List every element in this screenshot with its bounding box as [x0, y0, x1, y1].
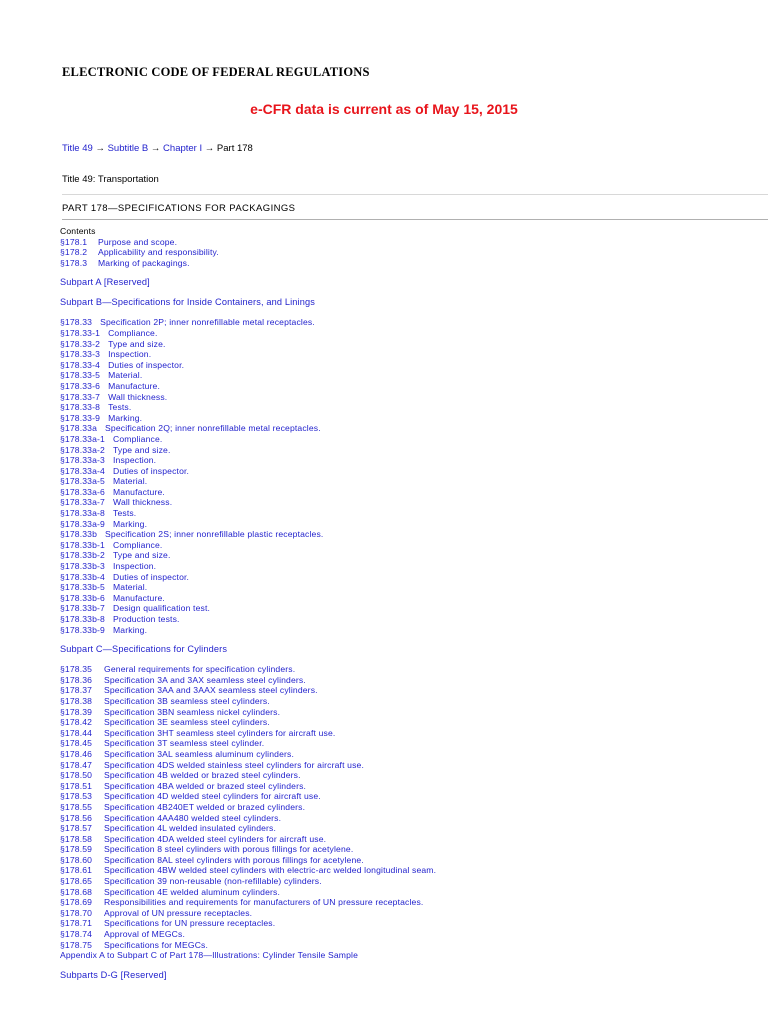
spacer — [60, 961, 760, 969]
section-link[interactable] — [60, 813, 760, 824]
section-link[interactable] — [60, 781, 760, 792]
section-title: Specification 2S; inner nonrefillable plastic receptacles. — [105, 529, 324, 540]
section-number: §178.36 — [60, 674, 93, 685]
section-number: §178.42 — [60, 717, 93, 728]
divider — [62, 219, 768, 220]
section-number: §178.33a-5 — [60, 476, 105, 487]
section-link[interactable] — [60, 258, 760, 269]
section-title: Specification 4L welded insulated cylinders. — [104, 823, 277, 834]
section-title: Compliance. — [113, 539, 163, 550]
section-link[interactable] — [60, 247, 760, 258]
section-title: Duties of inspector. — [113, 465, 190, 476]
spacer — [60, 635, 760, 643]
section-title: Type and size. — [108, 338, 166, 349]
section-title: Material. — [113, 476, 148, 487]
section-link[interactable] — [60, 497, 760, 508]
section-number: §178.33a-8 — [60, 508, 105, 519]
section-title: Tests. — [113, 508, 137, 519]
section-link[interactable] — [60, 834, 760, 845]
breadcrumb-arrow: → — [95, 143, 105, 154]
section-link[interactable] — [60, 487, 760, 498]
section-number: §178.33b-7 — [60, 603, 105, 614]
section-title: Purpose and scope. — [98, 236, 178, 247]
section-link[interactable] — [60, 455, 760, 466]
section-link[interactable] — [60, 887, 760, 898]
section-title: Manufacture. — [113, 486, 165, 497]
section-title: Production tests. — [113, 614, 180, 624]
section-number: §178.50 — [60, 770, 93, 781]
section-link[interactable] — [60, 423, 760, 434]
subpart-b-link[interactable]: Subpart B—Specifications for Inside Containers, and Linings — [60, 297, 316, 308]
section-title: Inspection. — [113, 455, 157, 466]
section-title: Specification 3T seamless steel cylinder. — [104, 738, 265, 749]
section-title: Manufacture. — [113, 592, 165, 603]
section-link[interactable] — [60, 855, 760, 866]
section-title: Material. — [113, 582, 148, 593]
section-number: §178.33-1 — [60, 327, 101, 338]
section-number: §178.38 — [60, 695, 93, 706]
section-title: Wall thickness. — [113, 497, 173, 508]
section-link[interactable] — [60, 328, 760, 339]
section-title: Specification 8AL steel cylinders with porous fillings for acetylene. — [104, 854, 364, 865]
appendix-a-link[interactable]: Appendix A to Subpart C of Part 178—Illustrations: Cylinder Tensile Sample — [60, 950, 359, 961]
section-link[interactable] — [60, 529, 760, 540]
subparts-d-g-link[interactable]: Subparts D-G [Reserved] — [60, 969, 167, 980]
section-title: Specification 4AA480 welded steel cylinders. — [104, 812, 282, 823]
title-heading: Title 49: Transportation — [62, 174, 159, 185]
section-title: Design qualification test. — [113, 603, 211, 614]
section-number: §178.33a-6 — [60, 486, 105, 497]
section-number: §178.45 — [60, 738, 93, 749]
section-number: §178.33-3 — [60, 349, 101, 360]
section-number: §178.58 — [60, 833, 93, 844]
section-title: Compliance. — [113, 433, 163, 444]
section-link[interactable] — [60, 339, 760, 350]
section-link[interactable] — [60, 349, 760, 360]
section-number: §178.60 — [60, 854, 93, 865]
spacer — [60, 268, 760, 276]
section-link[interactable] — [60, 582, 760, 593]
section-number: §178.33-7 — [60, 391, 101, 402]
part-heading: PART 178—SPECIFICATIONS FOR PACKAGINGS — [62, 203, 296, 214]
section-title: Marking. — [108, 412, 143, 423]
section-title: Marking. — [113, 624, 148, 635]
section-number: §178.51 — [60, 780, 93, 791]
section-link[interactable] — [60, 402, 760, 413]
breadcrumb-current-part: Part 178 — [216, 143, 253, 154]
section-title: Specification 4BA welded or brazed steel cylinders. — [104, 780, 307, 791]
general-sections-list — [60, 237, 760, 269]
section-number: §178.68 — [60, 886, 93, 897]
section-number: §178.1 — [60, 236, 88, 247]
section-title: Responsibilities and requirements for manufacturers of UN pressure receptacles. — [104, 897, 424, 908]
section-title: Wall thickness. — [108, 391, 168, 402]
section-number: §178.53 — [60, 791, 93, 802]
section-link[interactable] — [60, 561, 760, 572]
section-link[interactable] — [60, 508, 760, 519]
section-title: Specification 3B seamless steel cylinders. — [104, 695, 270, 706]
section-title: Specification 8 steel cylinders with porous fillings for acetylene. — [104, 844, 354, 855]
section-number: §178.39 — [60, 706, 93, 717]
section-title: Specification 4DS welded stainless steel cylinders for aircraft use. — [104, 759, 365, 770]
section-link[interactable] — [60, 445, 760, 456]
section-number: §178.33b-5 — [60, 582, 105, 593]
spacer — [60, 288, 760, 296]
section-link[interactable] — [60, 929, 760, 940]
section-title: Specification 4D welded steel cylinders for aircraft use. — [104, 791, 321, 802]
section-title: Specifications for UN pressure receptacles. — [104, 918, 276, 929]
section-title: Specification 3A and 3AX seamless steel cylinders. — [104, 674, 306, 685]
section-number: §178.33b-6 — [60, 592, 105, 603]
section-title: Specification 3BN seamless nickel cylinders. — [104, 706, 281, 717]
section-number: §178.33-5 — [60, 370, 101, 381]
spacer — [60, 308, 760, 317]
section-title: Marking of packagings. — [98, 257, 190, 268]
section-title: Specification 4E welded aluminum cylinders. — [104, 886, 281, 897]
section-link[interactable] — [60, 593, 760, 604]
breadcrumb-chapter-link[interactable]: Chapter I — [163, 143, 203, 154]
section-link[interactable] — [60, 918, 760, 929]
section-number: §178.59 — [60, 844, 93, 855]
breadcrumb — [62, 143, 253, 154]
section-title: Specification 3E seamless steel cylinders. — [104, 717, 270, 728]
section-link[interactable] — [60, 802, 760, 813]
section-link[interactable] — [60, 876, 760, 887]
section-link[interactable] — [60, 897, 760, 908]
section-number: §178.33-2 — [60, 338, 101, 349]
section-link[interactable] — [60, 865, 760, 876]
section-number: §178.65 — [60, 876, 93, 887]
section-number: §178.33b-1 — [60, 539, 105, 550]
section-link[interactable] — [60, 370, 760, 381]
section-title: Inspection. — [108, 349, 152, 360]
section-number: §178.33b-4 — [60, 571, 105, 582]
section-title: Specifications for MEGCs. — [104, 939, 209, 950]
section-link[interactable] — [60, 844, 760, 855]
section-title: Duties of inspector. — [113, 571, 190, 582]
section-link[interactable] — [60, 603, 760, 614]
section-number: §178.33a-9 — [60, 518, 105, 529]
section-link[interactable] — [60, 664, 760, 675]
section-title: Material. — [108, 370, 143, 381]
section-link[interactable] — [60, 413, 760, 424]
section-link[interactable] — [60, 550, 760, 561]
section-number: §178.61 — [60, 865, 93, 876]
section-number: §178.33-6 — [60, 380, 101, 391]
section-title: Specification 3AL seamless aluminum cylinders. — [104, 748, 294, 759]
section-title: Approval of MEGCs. — [104, 929, 186, 940]
section-title: Specification 4BW welded steel cylinders with electric-arc welded longitudinal seam. — [104, 865, 437, 876]
section-number: §178.2 — [60, 247, 88, 258]
section-title: Type and size. — [113, 444, 171, 455]
subpart-c-link[interactable]: Subpart C—Specifications for Cylinders — [60, 644, 228, 655]
section-link[interactable] — [60, 940, 760, 951]
section-number: §178.33a-4 — [60, 465, 105, 476]
section-title: Duties of inspector. — [108, 359, 185, 370]
section-number: §178.33a-1 — [60, 433, 105, 444]
section-title: Specification 39 non-reusable (non-refillable) cylinders. — [104, 876, 322, 887]
section-number: §178.33b-2 — [60, 550, 105, 561]
section-link[interactable] — [60, 572, 760, 583]
section-title: Specification 4B welded or brazed steel cylinders. — [104, 770, 301, 781]
section-number: §178.33a — [60, 423, 98, 434]
section-title: Specification 4B240ET welded or brazed cylinders. — [104, 801, 306, 812]
breadcrumb-subtitle-link[interactable]: Subtitle B — [107, 143, 149, 154]
section-title: Specification 2P; inner nonrefillable metal receptacles. — [100, 317, 315, 328]
section-link[interactable] — [60, 360, 760, 371]
current-as-of-notice: e-CFR data is current as of May 15, 2015 — [250, 101, 518, 117]
section-link[interactable] — [60, 625, 760, 636]
section-title: Marking. — [113, 518, 148, 529]
section-link[interactable] — [60, 908, 760, 919]
section-link[interactable] — [60, 770, 760, 781]
section-number: §178.74 — [60, 929, 93, 940]
section-number: §178.33 — [60, 317, 93, 328]
section-link[interactable] — [60, 392, 760, 403]
table-of-contents — [60, 226, 760, 981]
section-title: Compliance. — [108, 327, 158, 338]
breadcrumb-arrow: → — [150, 143, 161, 154]
section-link[interactable] — [60, 614, 760, 625]
section-title: Tests. — [108, 402, 132, 413]
section-link[interactable] — [60, 707, 760, 718]
section-number: §178.35 — [60, 664, 93, 675]
section-title: Specification 4DA welded steel cylinders for aircraft use. — [104, 833, 327, 844]
subpart-c-sections-list — [60, 664, 760, 950]
section-link[interactable] — [60, 685, 760, 696]
section-link[interactable] — [60, 728, 760, 739]
section-link[interactable] — [60, 434, 760, 445]
section-link[interactable] — [60, 675, 760, 686]
divider — [62, 194, 768, 195]
section-number: §178.75 — [60, 939, 93, 950]
section-title: General requirements for specification cylinders. — [104, 664, 296, 675]
section-link[interactable] — [60, 519, 760, 530]
section-number: §178.71 — [60, 918, 93, 929]
section-number: §178.46 — [60, 748, 93, 759]
section-title: Inspection. — [113, 561, 157, 572]
section-number: §178.33a-3 — [60, 455, 105, 466]
section-number: §178.33b — [60, 529, 98, 540]
section-link[interactable] — [60, 381, 760, 392]
section-number: §178.33-8 — [60, 402, 101, 413]
section-title: Specification 3AA and 3AAX seamless steel cylinders. — [104, 685, 318, 696]
section-link[interactable] — [60, 738, 760, 749]
section-title: Applicability and responsibility. — [98, 247, 219, 258]
section-number: §178.56 — [60, 812, 93, 823]
section-number: §178.55 — [60, 801, 93, 812]
contents-label: Contents — [60, 226, 96, 236]
section-number: §178.37 — [60, 685, 93, 696]
section-link[interactable] — [60, 317, 760, 328]
section-link[interactable] — [60, 823, 760, 834]
section-link[interactable] — [60, 760, 760, 771]
section-link[interactable] — [60, 466, 760, 477]
section-number: §178.33-4 — [60, 359, 101, 370]
section-title: Manufacture. — [108, 380, 161, 391]
subpart-b-sections-list — [60, 317, 760, 635]
section-link[interactable] — [60, 476, 760, 487]
section-link[interactable] — [60, 717, 760, 728]
section-number: §178.44 — [60, 727, 93, 738]
section-number: §178.33b-8 — [60, 614, 105, 624]
section-link[interactable] — [60, 791, 760, 802]
breadcrumb-title-link[interactable]: Title 49 — [62, 143, 93, 154]
section-title: Approval of UN pressure receptacles. — [104, 907, 253, 918]
section-link[interactable] — [60, 749, 760, 760]
section-number: §178.57 — [60, 823, 93, 834]
section-number: §178.33a-2 — [60, 444, 105, 455]
section-number: §178.3 — [60, 257, 88, 268]
section-link[interactable] — [60, 696, 760, 707]
page-title: ELECTRONIC CODE OF FEDERAL REGULATIONS — [62, 65, 370, 79]
section-title: Specification 2Q; inner nonrefillable metal receptacles. — [105, 423, 321, 434]
section-number: §178.33b-3 — [60, 561, 105, 572]
section-number: §178.33-9 — [60, 412, 101, 423]
section-title: Specification 3HT seamless steel cylinders for aircraft use. — [104, 727, 336, 738]
section-number: §178.33a-7 — [60, 497, 105, 508]
spacer — [60, 655, 760, 664]
section-number: §178.47 — [60, 759, 93, 770]
section-title: Type and size. — [113, 550, 171, 561]
subpart-a-link[interactable]: Subpart A [Reserved] — [60, 277, 150, 288]
section-number: §178.33b-9 — [60, 624, 105, 635]
section-link[interactable] — [60, 540, 760, 551]
section-link[interactable] — [60, 237, 760, 248]
section-number: §178.69 — [60, 897, 93, 908]
section-number: §178.70 — [60, 907, 93, 918]
breadcrumb-arrow: → — [204, 143, 215, 154]
